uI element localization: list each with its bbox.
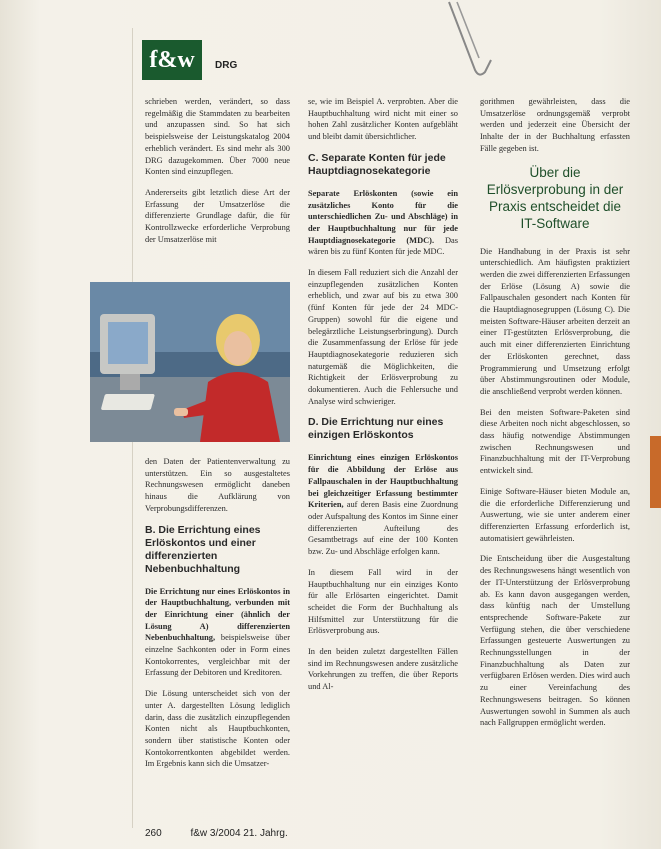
paragraph-text: beispielsweise über einzelne Sachkonten oder in Form eines Kontokorrentes, vergleichbar mit der Erfassung der Debitoren und Kreditoren. [145, 633, 290, 678]
page-number: 260 [145, 828, 162, 839]
subheading-green: Über die Erlösverprobung in der Praxis entscheidet die IT-Software [486, 164, 624, 231]
page-edge-tab [650, 436, 661, 508]
column-2 [308, 96, 458, 702]
paragraph [145, 586, 290, 680]
paragraph: In diesem Fall wird in der Hauptbuchhaltung nur ein einziges Konto für alle Erlösarten eingerichtet. Damit scheidet die Form der Buchhaltung als Hilfsmittel zur Unterstützung für die Erlösverprobung aus. [308, 567, 458, 636]
paragraph: Die Handhabung in der Praxis ist sehr unterschiedlich. Am häufigsten praktiziert werden die zwei differenzierten Erfassungen der Erlöse (Lösung A) sowie die Fallpauschalen gesondert nach Konten für die Hauptdiagnosegruppen (Lösung C). Die meisten Software-Häuser arbeiten derzeit an einer IT-gestützten Erlösverprobung, die auch mit einer differenzierten Einrichtung der Erlöskonten gerechnet, dass Programmierung und Umsetzung erfolgt über Abstimmungsroutinen oder Module, die anschließend verprobt werden können. [480, 246, 630, 396]
paragraph-text: Das wären bis zu fünf Konten für jede MDC. [308, 235, 458, 257]
column-1-top [145, 96, 290, 254]
bold-lead: Separate Erlöskonten (sowie ein zusätzliches Konto für die unterschiedlichen Zu- und Abschläge) in der Hauptbuchhaltung nur für jede Hauptdiagnosekategorie (MDC). [308, 188, 458, 245]
paragraph: In den beiden zuletzt dargestellten Fällen sind im Rechnungswesen andere zusätzliche Vorkehrungen zu treffen, die über Reports und Al- [308, 647, 458, 692]
publication-logo: f&w [142, 40, 202, 80]
section-heading-d: D. Die Errichtung nur eines einzigen Erlöskontos [308, 416, 444, 442]
paragraph: Die Lösung unterscheidet sich von der unter A. dargestellten Lösung lediglich darin, dass die zusätzlich einzupflegenden Konten nicht als Hauptbuchkonten, sondern über statistische Konten oder Kontokorrentkonten abgebildet werden. Im Ergebnis kann sich die Umsatzer- [145, 689, 290, 769]
column-3 [480, 96, 630, 738]
paragraph: Andererseits gibt letztlich diese Art der Erfassung der Umsatzerlöse die differenzierte Grundlage dafür, die für Kontrollzwecke erforderliche Verprobung der Umsatzerlöse mit [145, 187, 290, 244]
section-heading-c: C. Separate Konten für jede Hauptdiagnosekategorie [308, 151, 446, 177]
paragraph: gorithmen gewährleisten, dass die Umsatzerlöse ordnungsgemäß verprobt werden und jederzeit eine Übersicht der Inhalte der in der Buchhaltung erfassten Fälle gegeben ist. [480, 97, 630, 153]
office-worker-image [90, 282, 290, 442]
paragraph: schrieben werden, verändert, so dass regelmäßig die Stammdaten zu bearbeiten und anzupassen sind. So hat sich beispielsweise der Leistungskatalog 2004 erheblich verändert. Es sind mehr als 300 DRG dazugekommen. Über 7000 neue Konten sind einzupflegen. [145, 97, 290, 177]
paragraph: se, wie im Beispiel A. verprobten. Aber die Hauptbuchhaltung wird nicht mit einer so hohen Zahl zusätzlicher Konten aufgebläht und bleibt damit übersichtlicher. [308, 97, 458, 142]
paragraph-text: auf deren Basis eine Zuordnung oder Aufspaltung des Kontos im Sinne einer differenzierten Aufteilung des Gesamtbetrags auf eine der 100 Konten bzw. Zu- und Abschläge erfolgen kann. [308, 500, 459, 557]
section-heading-b: B. Die Errichtung eines Erlöskontos und einer differenzierten Nebenbuchhaltung [145, 523, 261, 575]
paragraph: den Daten der Patientenverwaltung zu unterstützen. Ein so ausgestaltetes Rechnungswesen ermöglicht daneben hinaus die Aufklärung von Verprobungsdifferenzen. [145, 457, 290, 513]
section-label: DRG [215, 60, 238, 71]
bold-lead: Einrichtung eines einzigen Erlöskontos für die Abbildung der Erlöse aus Fallpauschalen in der Hauptbuchhaltung bei gleichzeitiger Erfassung bestimmter Kriterien, [308, 453, 458, 510]
paperclip-icon [435, 0, 495, 80]
column-1-bottom [145, 456, 290, 779]
paragraph [308, 188, 458, 258]
paragraph: Bei den meisten Software-Paketen sind diese Arbeiten noch nicht abgeschlossen, so dass häufig notwendige Abstimmungen zwischen Rechnungswesen und Finanzbuchhaltung mit der IT-Verprobung entwickelt sind. [480, 407, 630, 476]
article-photo [90, 282, 290, 442]
paragraph: In diesem Fall reduziert sich die Anzahl der einzupflegenden zusätzlichen Konten erheblich, und zwar auf bis zu etwa 300 (fünf Konten für jede der 24 MDC-Gruppen) sowohl für die eigene und belegärztliche Leistungserbringung). Durch die Zusammenfassung der Erlöse für jede Hauptdiagnosekategorie reduzieren sich naturgemäß die Möglichkeiten, die Richtigkeit der Erlösverprobung zu dokumentieren. Auch die Fehlersuche und Analyse wird schwieriger. [308, 268, 458, 406]
page-footer [145, 828, 288, 839]
paragraph [308, 452, 458, 557]
publication-info: f&w 3/2004 21. Jahrg. [190, 828, 288, 839]
paragraph: Einige Software-Häuser bieten Module an, die die erforderliche Differenzierung und Auswertung, wie sie unter anderem einer differenzierten Erfassung erforderlich ist, automatisiert gewährleisten. [480, 486, 630, 543]
paragraph: Die Entscheidung über die Ausgestaltung des Rechnungswesens hängt wesentlich von der IT-Unterstützung der Erlösverprobung ab. Es kann davon ausgegangen werden, dass künftig nach der Umstellung entsprechende Software-Pakete zur Verfügung stehen, die über verschiedene Erfassungen gesteuerte Auswertungen zu Rechnungsstellungen in der Finanzbuchhaltung als Daten zur verfügbaren Erlösen werden. Dies wird auch zu einer Vereinfachung des Rechnungswesens beitragen. So können Auswertungen sowohl in Summen als auch nach Fallgruppen ermöglicht werden. [480, 554, 630, 728]
bold-lead: Die Errichtung nur eines Erlöskontos in der Hauptbuchhaltung, verbunden mit der Einrichtung einer (ähnlich der Lösung A) differenzierten Nebenbuchhaltung, [145, 586, 290, 643]
